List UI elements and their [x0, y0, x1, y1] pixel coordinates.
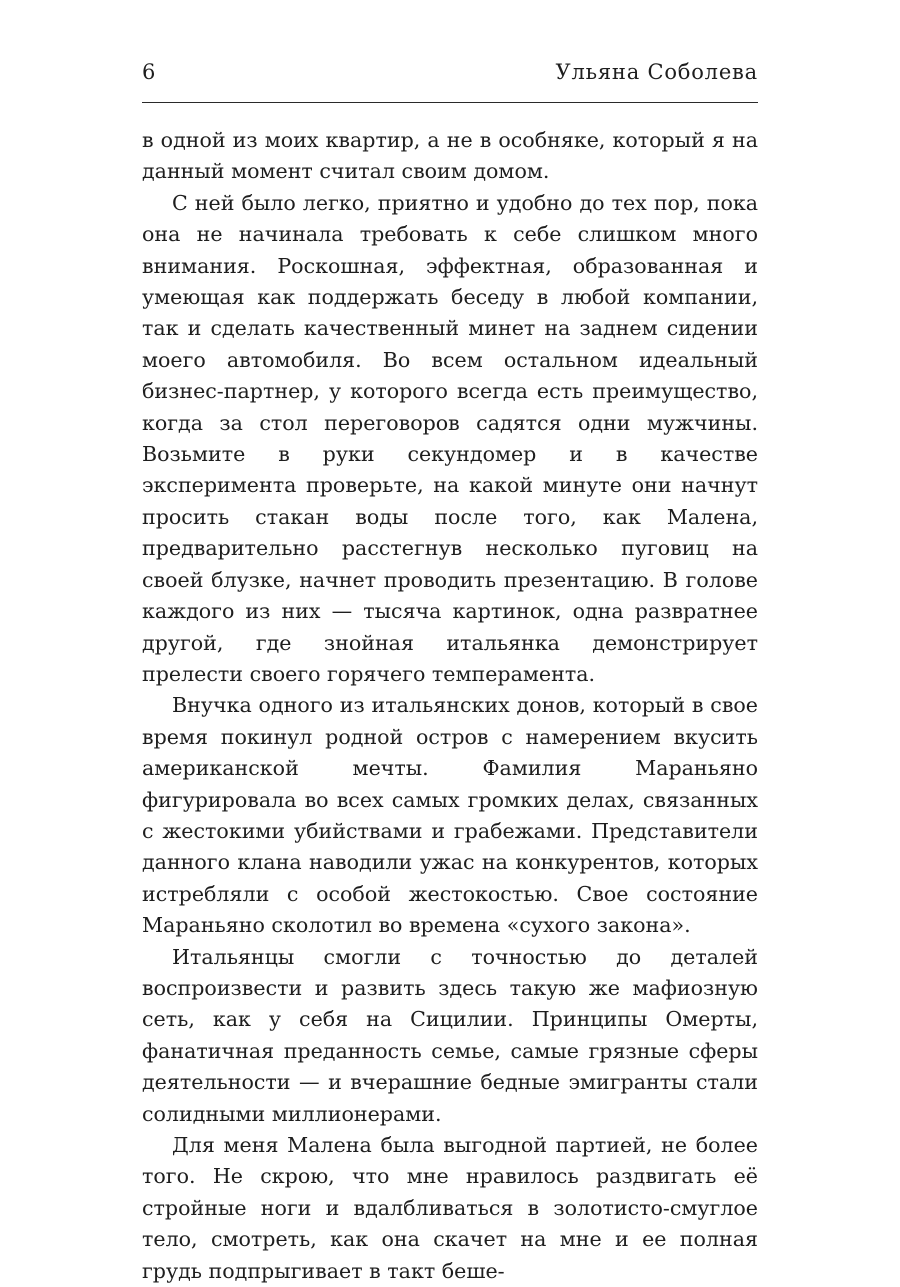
- author-name: Ульяна Соболева: [555, 60, 758, 84]
- running-header: [142, 60, 758, 100]
- header-rule: [142, 102, 758, 103]
- body-text: [142, 125, 758, 1287]
- book-page: [142, 60, 758, 1287]
- paragraph: Внучка одного из итальянских донов, который в свое время покинул родной остров с намерением вкусить американской мечты. Фамилия Мараньяно фигурировала во всех самых громких делах, связанных с жестокими убийствами и грабежами. Представители данного клана наводили ужас на конкурентов, которых истребляли с особой жестокостью. Свое состояние Мараньяно сколотил во времена «сухого закона».: [142, 693, 758, 938]
- paragraph: С ней было легко, приятно и удобно до тех пор, пока она не начинала требовать к себе слишком много внимания. Роскошная, эффектная, образованная и умеющая как поддержать беседу в любой компании, так и сделать качественный минет на заднем сидении моего автомобиля. Во всем остальном идеальный бизнес-партнер, у которого всегда есть преимущество, когда за стол переговоров садятся одни мужчины. Возьмите в руки секундомер и в качестве эксперимента проверьте, на какой минуте они начнут просить стакан воды после того, как Малена, предварительно расстегнув несколько пуговиц на своей блузке, начнет проводить презентацию. В голове каждого из них — тысяча картинок, одна развратнее другой, где знойная итальянка демонстрирует прелести своего горячего темперамента.: [142, 190, 758, 686]
- page-number: 6: [142, 60, 157, 84]
- paragraph: в одной из моих квартир, а не в особняке, который я на данный момент считал своим домом.: [142, 128, 758, 184]
- paragraph: Итальянцы смогли с точностью до деталей воспроизвести и развить здесь такую же мафиозную сеть, как у себя на Сицилии. Принципы Омерты, фанатичная преданность семье, самые грязные сферы деятельности — и вчерашние бедные эмигранты стали солидными миллионерами.: [142, 944, 758, 1126]
- paragraph: Для меня Малена была выгодной партией, не более того. Не скрою, что мне нравилось раздвигать её стройные ноги и вдалбливаться в золотисто-смуглое тело, смотреть, как она скачет на мне и ее полная грудь подпрыгивает в такт беше-: [142, 1133, 758, 1283]
